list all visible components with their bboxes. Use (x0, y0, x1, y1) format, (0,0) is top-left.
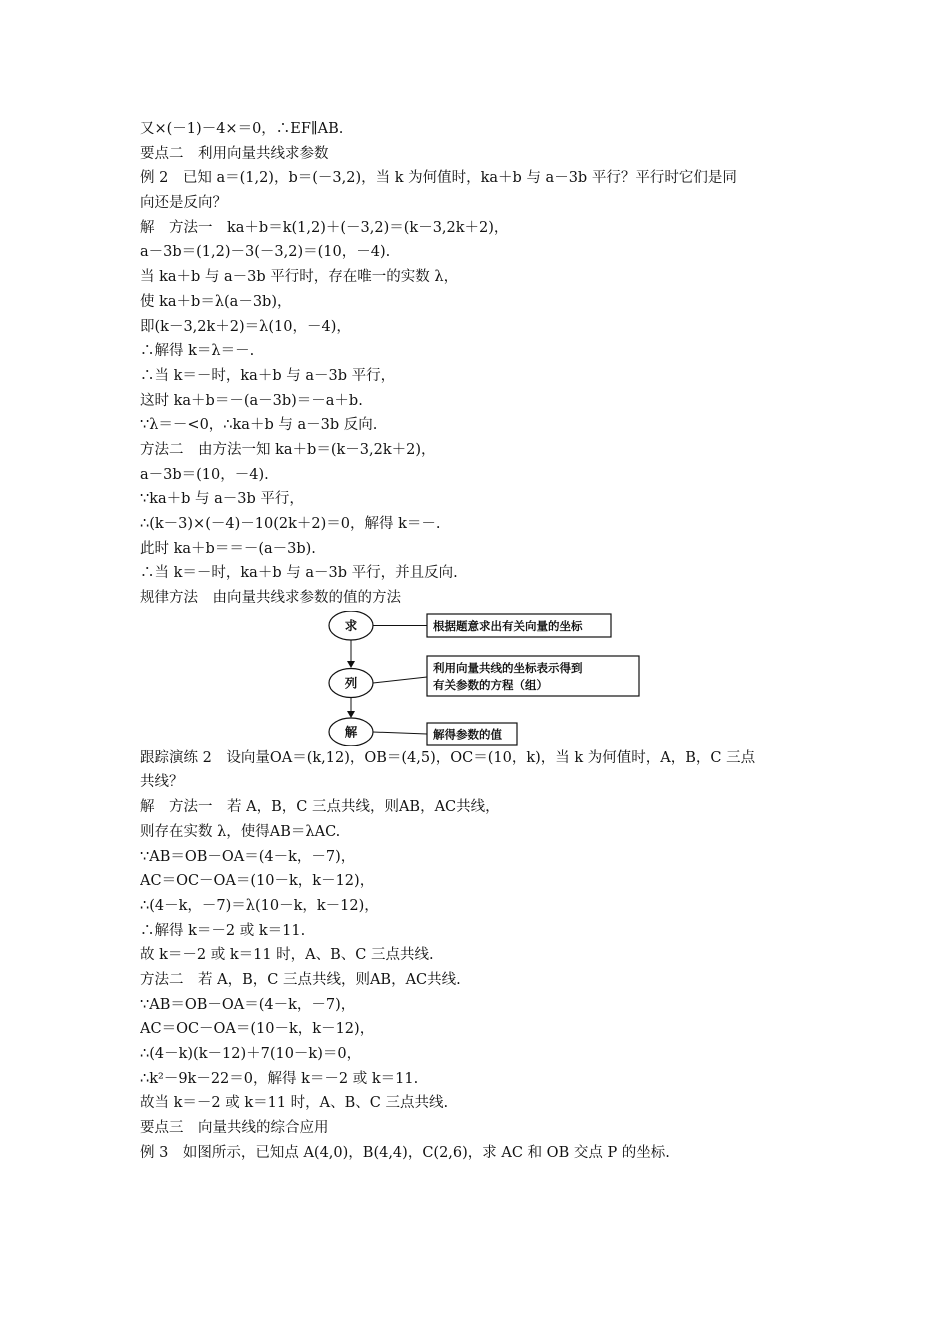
flow-arrow-1 (347, 640, 355, 668)
text-line-top-6: a－3b＝(1,2)－3(－3,2)＝(10，－4). (140, 244, 391, 261)
text-line-bottom-15: 故当 k＝－2 或 k＝11 时，A、B、C 三点共线. (140, 1095, 449, 1112)
text-line-bottom-17: 例 3 如图所示，已知点 A(4,0)，B(4,4)，C(2,6)，求 AC 和 OB 交点 P 的坐标. (140, 1144, 670, 1161)
flow-step-3-label: 解 (344, 724, 358, 740)
text-line-bottom-16: 要点三 向量共线的综合应用 (140, 1120, 329, 1137)
flow-step-2 (329, 668, 373, 697)
flow-step-1 (329, 611, 373, 640)
flow-box-3-text: 解得参数的值 (433, 727, 502, 742)
flow-connector-2 (373, 677, 427, 683)
text-line-bottom-9: 故 k＝－2 或 k＝11 时，A、B、C 三点共线. (140, 947, 434, 964)
text-line-top-4: 向还是反向？ (140, 195, 227, 212)
text-line-top-20: 规律方法 由向量共线求参数的值的方法 (140, 590, 401, 607)
text-line-top-16: ∵ka＋b 与 a－3b 平行， (140, 491, 304, 508)
flow-step-3 (329, 718, 373, 746)
text-line-top-13: ∵λ＝－<0，∴ka＋b 与 a－3b 反向. (140, 417, 378, 434)
flow-box-3 (427, 723, 517, 745)
flow-box-2 (427, 656, 639, 696)
flow-arrow-2 (347, 698, 355, 718)
flowchart-svg (327, 611, 767, 746)
flow-step-2-label: 列 (344, 675, 358, 691)
text-line-top-18: 此时 ka＋b＝＝－(a－3b). (140, 540, 316, 557)
method-flowchart (140, 611, 820, 746)
flow-box-2-text-line2: 有关参数的方程（组） (433, 677, 548, 692)
text-line-bottom-13: ∴(4－k)(k－12)＋7(10－k)＝0， (140, 1046, 362, 1062)
text-line-top-1: 又×(－1)－4×＝0，∴EF∥AB. (140, 121, 344, 137)
text-line-bottom-8: ∴解得 k＝－2 或 k＝11. (140, 922, 306, 939)
text-line-top-7: 当 ka＋b 与 a－3b 平行时，存在唯一的实数 λ， (140, 269, 459, 286)
text-line-bottom-6: AC＝OC－OA＝(10－k，k－12)， (140, 873, 375, 890)
text-line-bottom-5: ∵AB＝OB－OA＝(4－k，－7)， (140, 848, 356, 865)
text-line-bottom-3: 解 方法一 若 A，B，C 三点共线，则AB，AC共线， (140, 799, 500, 816)
flow-box-1-text: 根据题意求出有关向量的坐标 (433, 618, 583, 633)
solution-lines-bottom (140, 746, 820, 1166)
text-line-top-19: ∴当 k＝－时，ka＋b 与 a－3b 平行，并且反向. (140, 565, 458, 582)
text-line-top-8: 使 ka＋b＝λ(a－3b)， (140, 293, 292, 310)
text-line-bottom-2: 共线？ (140, 774, 184, 791)
text-line-bottom-7: ∴(4－k，－7)＝λ(10－k，k－12)， (140, 897, 379, 914)
text-column (140, 117, 820, 1165)
solution-lines-top (140, 117, 820, 611)
text-line-top-10: ∴解得 k＝λ＝－. (140, 343, 255, 360)
text-line-top-3: 例 2 已知 a＝(1,2)，b＝(－3,2)，当 k 为何值时，ka＋b 与 a－3b 平行？平行时它们是同 (140, 170, 737, 187)
text-line-top-11: ∴当 k＝－时，ka＋b 与 a－3b 平行， (140, 367, 396, 384)
text-line-top-2: 要点二 利用向量共线求参数 (140, 145, 329, 162)
text-line-top-9: 即(k－3,2k＋2)＝λ(10，－4)， (140, 318, 351, 335)
text-line-bottom-10: 方法二 若 A，B，C 三点共线，则AB，AC共线. (140, 971, 461, 988)
text-line-bottom-4: 则存在实数 λ，使得AB＝λAC. (140, 823, 341, 840)
text-line-top-5: 解 方法一 ka＋b＝k(1,2)＋(－3,2)＝(k－3,2k＋2)， (140, 219, 509, 236)
text-line-bottom-14: ∴k²－9k－22＝0，解得 k＝－2 或 k＝11. (140, 1070, 419, 1087)
text-line-top-15: a－3b＝(10，－4). (140, 466, 269, 483)
flow-connector-3 (373, 732, 427, 734)
flow-step-1-label: 求 (344, 617, 358, 633)
text-line-bottom-11: ∵AB＝OB－OA＝(4－k，－7)， (140, 996, 356, 1013)
text-line-top-14: 方法二 由方法一知 ka＋b＝(k－3,2k＋2)， (140, 441, 436, 458)
text-line-top-12: 这时 ka＋b＝－(a－3b)＝－a＋b. (140, 392, 363, 409)
flow-box-1 (427, 614, 611, 637)
text-line-bottom-12: AC＝OC－OA＝(10－k，k－12)， (140, 1021, 375, 1038)
text-line-bottom-1: 跟踪演练 2 设向量OA＝(k,12)，OB＝(4,5)，OC＝(10，k)，当 k 为何值时，A，B，C 三点 (140, 749, 756, 766)
flow-box-2-text-line1: 利用向量共线的坐标表示得到 (433, 660, 583, 675)
text-line-top-17: ∴(k－3)×(－4)－10(2k＋2)＝0，解得 k＝－. (140, 516, 441, 532)
